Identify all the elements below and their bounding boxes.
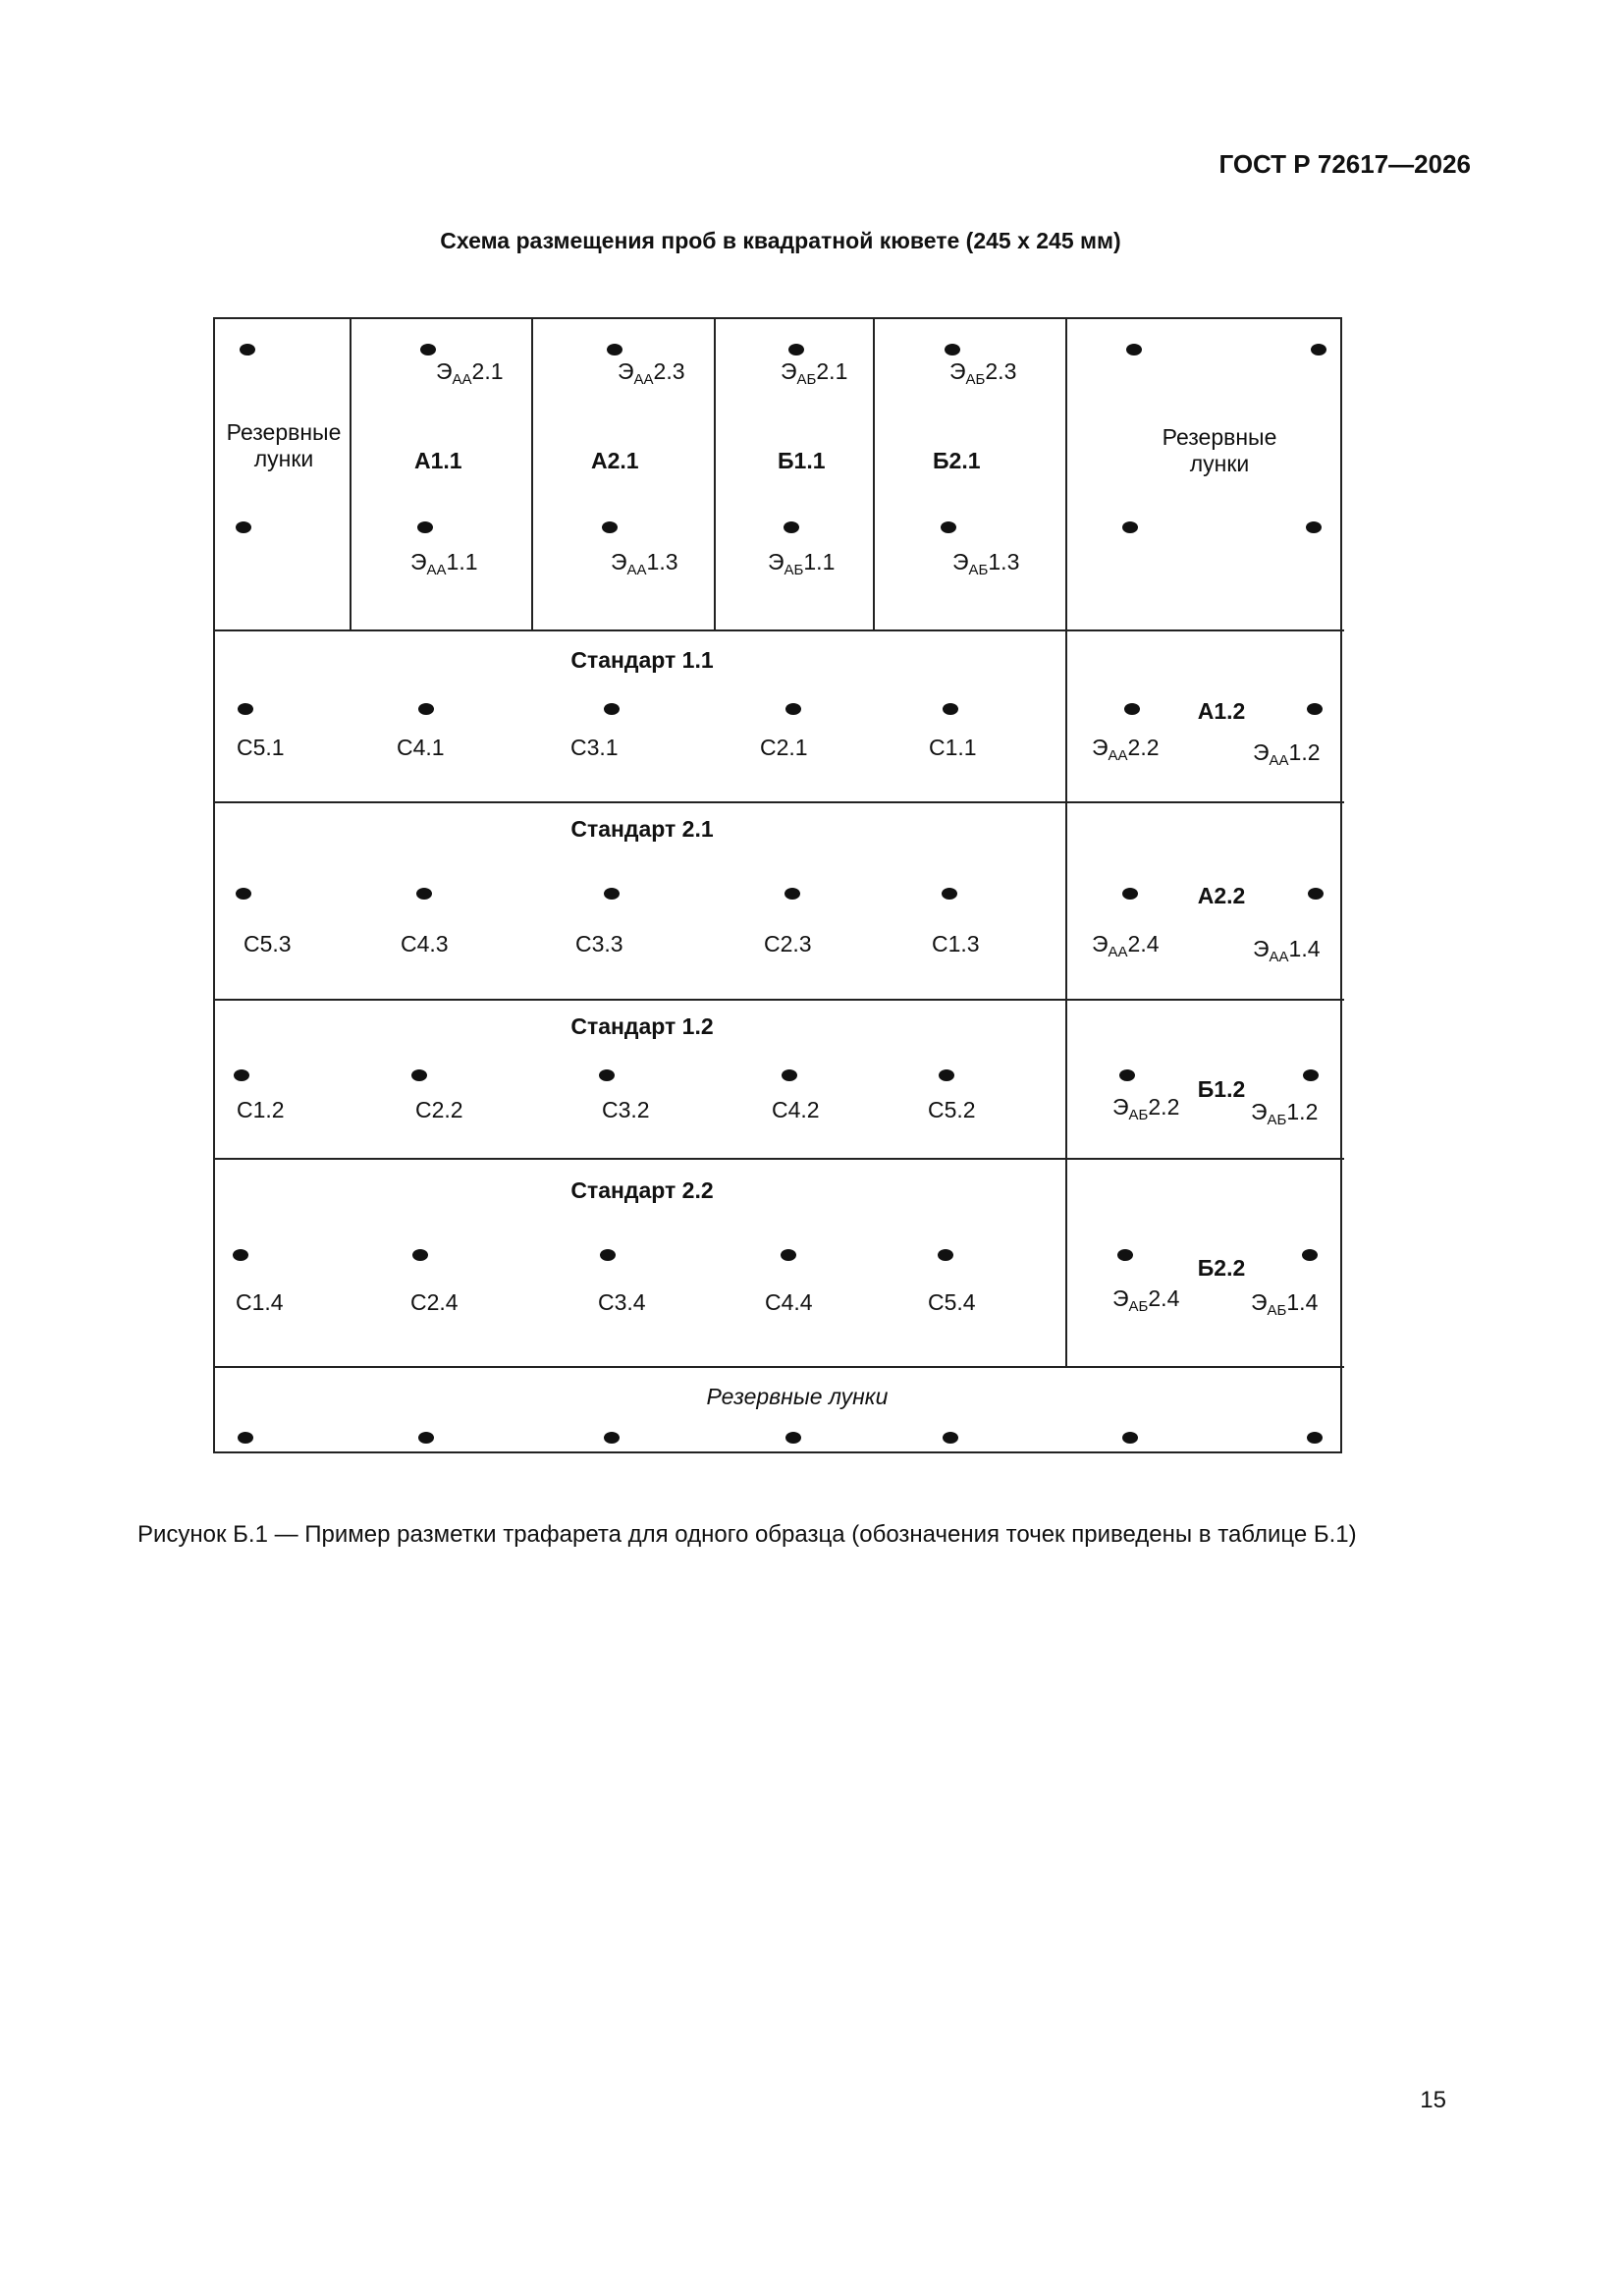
grid-row-divider xyxy=(215,999,1344,1001)
standard-point-label: С4.2 xyxy=(772,1097,820,1122)
sample-label: А2.1 xyxy=(591,448,639,473)
point-letter: Э xyxy=(618,358,634,384)
point-label xyxy=(1253,936,1321,965)
standard-title: Стандарт 1.2 xyxy=(570,1013,714,1039)
standard-point-label: С1.2 xyxy=(237,1097,285,1122)
reserve-label-line: лунки xyxy=(1189,451,1250,476)
well-dot xyxy=(418,1432,434,1444)
point-subscript: АБ xyxy=(1128,1298,1149,1315)
grid-column-divider xyxy=(1065,319,1067,1367)
reserve-label-line: Резервные xyxy=(1162,424,1277,450)
point-number: 1.4 xyxy=(1288,936,1321,961)
well-dot xyxy=(943,703,958,715)
standard-point-label: С2.1 xyxy=(760,735,808,760)
point-subscript: АА xyxy=(1269,752,1289,769)
reserve-label-line: Резервные xyxy=(226,419,342,445)
well-dot xyxy=(1311,344,1326,355)
point-subscript: АБ xyxy=(1128,1107,1149,1123)
well-dot xyxy=(411,1069,427,1081)
point-number: 2.1 xyxy=(471,358,504,384)
well-dot xyxy=(412,1249,428,1261)
point-label xyxy=(1112,1285,1179,1315)
grid-column-divider xyxy=(531,319,533,630)
point-label xyxy=(1251,1099,1318,1128)
well-dot xyxy=(1119,1069,1135,1081)
point-number: 1.2 xyxy=(1286,1099,1319,1124)
well-dot xyxy=(1124,703,1140,715)
point-subscript: АБ xyxy=(796,371,817,388)
point-letter: Э xyxy=(952,549,969,574)
point-label xyxy=(949,358,1016,388)
reserve-label-line: лунки xyxy=(253,446,314,471)
standard-point-label: С3.4 xyxy=(598,1289,646,1315)
standard-point-label: С1.3 xyxy=(932,931,980,957)
point-number: 1.3 xyxy=(646,549,678,574)
side-sample-label: Б1.2 xyxy=(1197,1076,1246,1102)
well-dot xyxy=(945,344,960,355)
well-dot xyxy=(1122,521,1138,533)
well-dot xyxy=(784,521,799,533)
grid-row-divider xyxy=(215,1366,1344,1368)
figure-caption: Рисунок Б.1 — Пример разметки трафарета для одного образца (обозначения точек приведены в таблице Б.1) xyxy=(137,1521,1357,1548)
well-dot xyxy=(1306,521,1322,533)
point-label xyxy=(1092,931,1160,960)
well-dot xyxy=(788,344,804,355)
side-sample-label: Б2.2 xyxy=(1197,1255,1246,1281)
reserve-wells-label-bottom: Резервные лунки xyxy=(706,1384,889,1409)
point-letter: Э xyxy=(1112,1094,1129,1120)
standard-point-label: С4.3 xyxy=(401,931,449,957)
well-dot xyxy=(941,521,956,533)
standard-point-label: С5.2 xyxy=(928,1097,976,1122)
standard-point-label: С3.2 xyxy=(602,1097,650,1122)
well-dot xyxy=(233,1249,248,1261)
point-letter: Э xyxy=(1253,936,1270,961)
well-dot xyxy=(1122,888,1138,900)
standard-point-label: С5.1 xyxy=(237,735,285,760)
point-subscript: АА xyxy=(452,371,472,388)
figure-title: Схема размещения проб в квадратной кювете (245 х 245 мм) xyxy=(440,228,1121,253)
point-letter: Э xyxy=(949,358,966,384)
well-dot xyxy=(781,1249,796,1261)
point-subscript: АБ xyxy=(1267,1112,1287,1128)
well-dot xyxy=(602,521,618,533)
well-dot xyxy=(1303,1069,1319,1081)
standard-point-label: С3.1 xyxy=(570,735,619,760)
sample-label: Б1.1 xyxy=(778,448,826,473)
point-letter: Э xyxy=(410,549,427,574)
sample-label: А1.1 xyxy=(414,448,462,473)
point-number: 2.4 xyxy=(1148,1285,1180,1311)
point-letter: Э xyxy=(1092,735,1109,760)
point-label xyxy=(436,358,504,388)
standard-point-label: С3.3 xyxy=(575,931,623,957)
well-dot xyxy=(1122,1432,1138,1444)
well-dot xyxy=(1117,1249,1133,1261)
point-label xyxy=(1092,735,1160,764)
point-subscript: АБ xyxy=(784,562,804,578)
well-dot xyxy=(234,1069,249,1081)
point-letter: Э xyxy=(768,549,784,574)
point-subscript: АБ xyxy=(965,371,986,388)
well-dot xyxy=(785,1432,801,1444)
point-label xyxy=(410,549,478,578)
well-dot xyxy=(1308,888,1324,900)
point-letter: Э xyxy=(1253,739,1270,765)
page-number: 15 xyxy=(1420,2087,1446,2113)
well-dot xyxy=(1302,1249,1318,1261)
point-number: 1.4 xyxy=(1286,1289,1319,1315)
point-letter: Э xyxy=(1092,931,1109,957)
grid-column-divider xyxy=(350,319,352,630)
point-label xyxy=(1112,1094,1179,1123)
well-dot xyxy=(1126,344,1142,355)
grid-column-divider xyxy=(714,319,716,630)
grid-column-divider xyxy=(873,319,875,630)
point-number: 2.4 xyxy=(1127,931,1160,957)
side-sample-label: А1.2 xyxy=(1197,698,1246,724)
well-dot xyxy=(942,888,957,900)
point-label xyxy=(1251,1289,1318,1319)
point-number: 1.3 xyxy=(988,549,1020,574)
point-subscript: АА xyxy=(426,562,447,578)
standard-title: Стандарт 1.1 xyxy=(570,647,714,673)
grid-row-divider xyxy=(215,1158,1344,1160)
sample-label: Б2.1 xyxy=(933,448,981,473)
point-letter: Э xyxy=(1251,1099,1268,1124)
grid-row-divider xyxy=(215,629,1344,631)
well-dot xyxy=(240,344,255,355)
well-dot xyxy=(238,1432,253,1444)
grid-row-divider xyxy=(215,801,1344,803)
document-id: ГОСТ Р 72617—2026 xyxy=(1218,149,1471,179)
standard-point-label: С4.1 xyxy=(397,735,445,760)
well-dot xyxy=(236,521,251,533)
point-letter: Э xyxy=(781,358,797,384)
standard-title: Стандарт 2.2 xyxy=(570,1177,714,1203)
well-dot xyxy=(418,703,434,715)
point-subscript: АА xyxy=(633,371,654,388)
standard-point-label: С5.4 xyxy=(928,1289,976,1315)
well-dot xyxy=(604,1432,620,1444)
point-letter: Э xyxy=(436,358,453,384)
standard-point-label: С4.4 xyxy=(765,1289,813,1315)
well-dot xyxy=(600,1249,616,1261)
point-number: 2.2 xyxy=(1148,1094,1180,1120)
well-dot xyxy=(417,521,433,533)
cuvette-layout-grid xyxy=(213,317,1342,1453)
point-letter: Э xyxy=(611,549,627,574)
well-dot xyxy=(943,1432,958,1444)
standard-point-label: С1.1 xyxy=(929,735,977,760)
standard-point-label: С2.2 xyxy=(415,1097,463,1122)
point-label xyxy=(618,358,685,388)
standard-point-label: С2.4 xyxy=(410,1289,459,1315)
side-sample-label: А2.2 xyxy=(1197,883,1246,908)
point-number: 1.1 xyxy=(803,549,836,574)
well-dot xyxy=(1307,1432,1323,1444)
well-dot xyxy=(939,1069,954,1081)
well-dot xyxy=(784,888,800,900)
point-number: 2.3 xyxy=(985,358,1017,384)
point-label xyxy=(611,549,678,578)
point-label xyxy=(768,549,835,578)
well-dot xyxy=(604,703,620,715)
point-number: 1.1 xyxy=(446,549,478,574)
well-dot xyxy=(782,1069,797,1081)
well-dot xyxy=(238,703,253,715)
well-dot xyxy=(420,344,436,355)
point-letter: Э xyxy=(1112,1285,1129,1311)
point-number: 2.3 xyxy=(653,358,685,384)
well-dot xyxy=(607,344,622,355)
well-dot xyxy=(236,888,251,900)
point-number: 1.2 xyxy=(1288,739,1321,765)
point-number: 2.1 xyxy=(816,358,848,384)
reserve-wells-label-left xyxy=(220,419,348,472)
point-subscript: АБ xyxy=(1267,1302,1287,1319)
well-dot xyxy=(1307,703,1323,715)
standard-point-label: С1.4 xyxy=(236,1289,284,1315)
point-subscript: АА xyxy=(1108,747,1128,764)
point-label xyxy=(952,549,1019,578)
reserve-wells-label-right xyxy=(1126,424,1313,477)
standard-point-label: С2.3 xyxy=(764,931,812,957)
point-subscript: АБ xyxy=(968,562,989,578)
well-dot xyxy=(604,888,620,900)
standard-title: Стандарт 2.1 xyxy=(570,816,714,842)
point-number: 2.2 xyxy=(1127,735,1160,760)
point-subscript: АА xyxy=(1108,944,1128,960)
well-dot xyxy=(938,1249,953,1261)
point-label xyxy=(1253,739,1321,769)
point-letter: Э xyxy=(1251,1289,1268,1315)
standard-point-label: С5.3 xyxy=(243,931,292,957)
well-dot xyxy=(416,888,432,900)
point-subscript: АА xyxy=(626,562,647,578)
well-dot xyxy=(599,1069,615,1081)
point-subscript: АА xyxy=(1269,949,1289,965)
point-label xyxy=(781,358,847,388)
well-dot xyxy=(785,703,801,715)
